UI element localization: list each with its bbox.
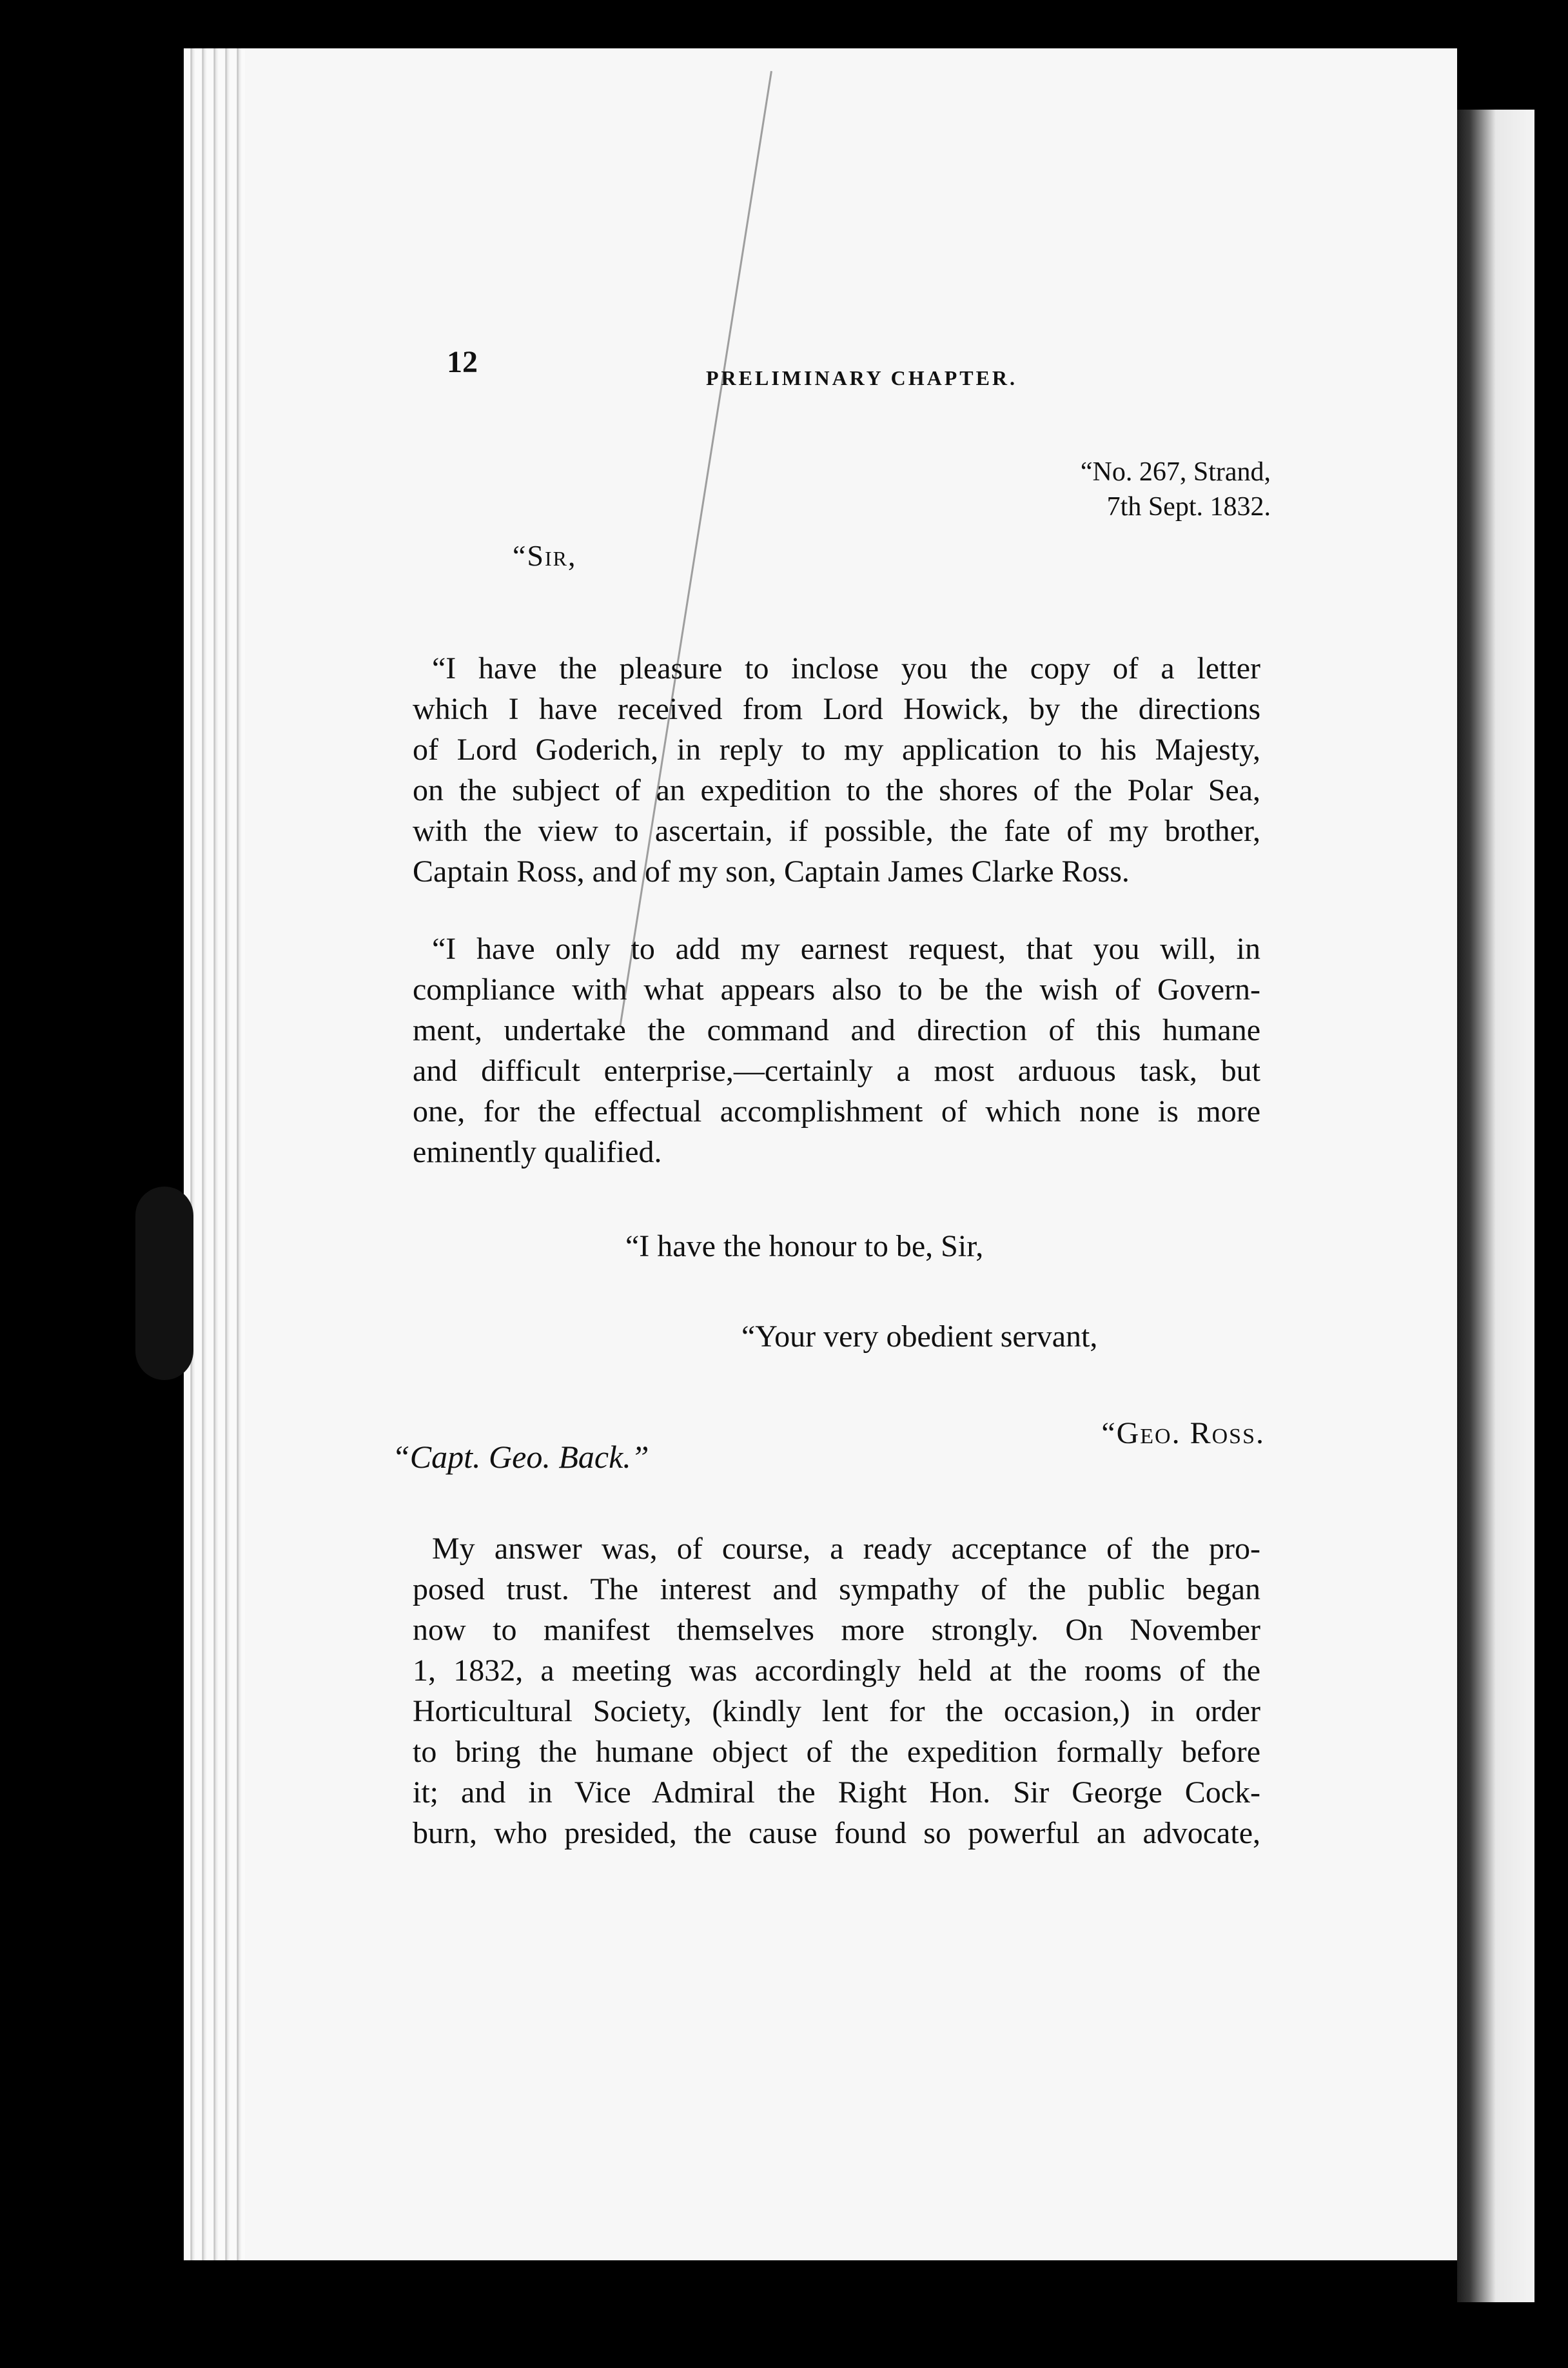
text-line: “I have only to add my earnest request, that you will, in: [432, 932, 1260, 966]
text-line: which I have received from Lord Howick, by the directions: [413, 692, 1260, 726]
text-line: now to manifest themselves more strongly. On November: [413, 1613, 1260, 1647]
binding-shadow: [135, 1187, 193, 1380]
letter-address: [1081, 455, 1271, 524]
letter-paragraph-2: [413, 929, 1260, 1172]
text-line: of Lord Goderich, in reply to my application to his Majesty,: [413, 733, 1260, 767]
text-line: ment, undertake the command and direction of this humane: [413, 1013, 1260, 1047]
text-line: and difficult enterprise,—certainly a most arduous task, but: [413, 1054, 1260, 1088]
facing-page-edge: [1457, 110, 1534, 2302]
text-line: on the subject of an expedition to the shores of the Polar Sea,: [413, 773, 1260, 807]
closing-line: “I have the honour to be, Sir,: [625, 1229, 984, 1263]
text-line: eminently qualified.: [413, 1135, 662, 1169]
closing-servant: “Your very obedient servant,: [741, 1319, 1098, 1354]
text-line: Horticultural Society, (kindly lent for the occasion,) in order: [413, 1694, 1260, 1728]
recipient: “Capt. Geo. Back.”: [392, 1439, 649, 1475]
page-number: 12: [447, 345, 478, 379]
text-line: burn, who presided, the cause found so powerful an advocate,: [413, 1816, 1260, 1850]
text-line: My answer was, of course, a ready acceptance of the pro-: [432, 1532, 1260, 1566]
text-line: 1, 1832, a meeting was accordingly held at the rooms of the: [413, 1653, 1260, 1688]
text-line: posed trust. The interest and sympathy of the public began: [413, 1572, 1260, 1606]
signature: “Geo. Ross.: [1101, 1416, 1265, 1450]
address-line: “No. 267, Strand,: [1080, 457, 1271, 487]
text-line: with the view to ascertain, if possible, the fate of my brother,: [413, 814, 1260, 848]
page-edges: [184, 48, 245, 2260]
narrative-paragraph: [413, 1528, 1260, 1853]
address-date: 7th Sept. 1832.: [1106, 492, 1271, 522]
text-line: it; and in Vice Admiral the Right Hon. Sir George Cock-: [413, 1775, 1260, 1810]
text-line: one, for the effectual accomplishment of which none is more: [413, 1094, 1260, 1129]
text-line: Captain Ross, and of my son, Captain James Clarke Ross.: [413, 854, 1130, 889]
letter-paragraph-1: [413, 648, 1260, 892]
text-line: compliance with what appears also to be the wish of Govern-: [413, 972, 1260, 1007]
text-line: to bring the humane object of the expedition formally before: [413, 1735, 1260, 1769]
salutation: “Sir,: [513, 539, 577, 572]
text-line: “I have the pleasure to inclose you the copy of a letter: [432, 651, 1260, 686]
running-head: PRELIMINARY CHAPTER.: [706, 366, 1018, 390]
